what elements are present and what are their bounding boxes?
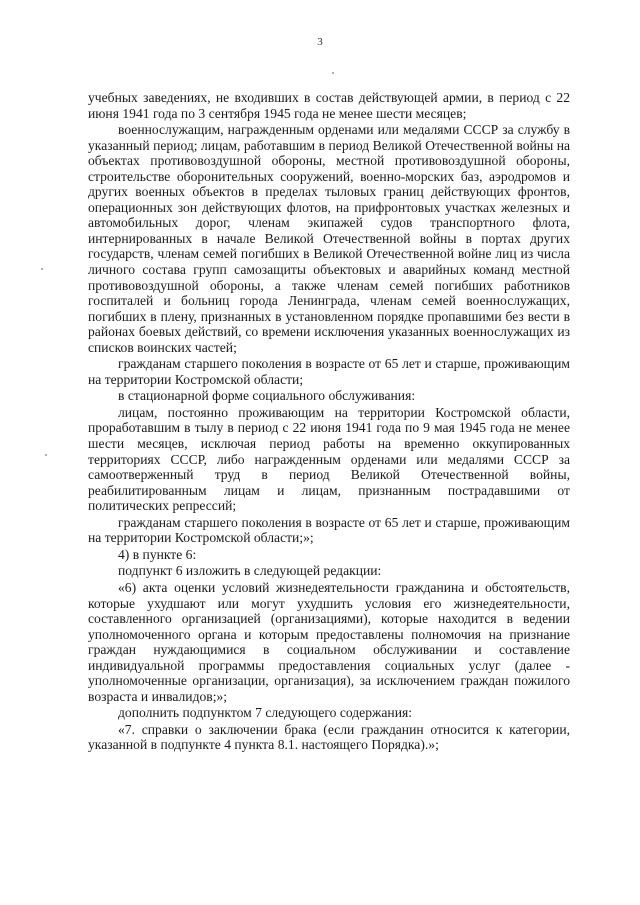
paragraph-7: 4) в пункте 6:	[118, 546, 197, 562]
paragraph-5: лицам, постоянно проживающим на территории Костромской области, проработавшим в тылу в период с 22 июня 1941 года по 9 мая 1945 года не менее шести месяцев, исключая период работы на временно оккупированных территориях СССР, либо награжденным орденами или медалями СССР за самоотверженный труд в период Великой Отечественной войны, реабилитированным лицам и лицам, признанным пострадавшими от политических репрессий;	[88, 404, 570, 514]
paragraph-6: гражданам старшего поколения в возрасте от 65 лет и старше, проживающим на территории Костромской области;»;	[88, 514, 570, 546]
page-number: 3	[317, 36, 323, 48]
paragraph-2: военнослужащим, награжденным орденами или медалями СССР за службу в указанный период; лицам, работавшим в период Великой Отечественной войны на объектах противовоздушной обороны, местной противовоздушной обороны, строительстве оборонительных сооружений, военно-морских баз, аэродромов и других военных объектов в пределах тыловых границ действующих фронтов, операционных зон действующих флотов, на прифронтовых участках железных и автомобильных дорог, членам экипажей судов транспортного флота, интернированных в начале Великой Отечественной войны в портах других государств, членам семей погибших в Великой Отечественной войне лиц из числа личного состава групп самозащиты объектовых и аварийных команд местной противовоздушной обороны, а также членам семей погибших работников госпиталей и больниц города Ленинграда, членам семей военнослужащих, погибших в плену, признанных в установленном порядке пропавшими без вести в районах боевых действий, со времени исключения указанных военнослужащих из списков воинских частей;	[88, 122, 570, 355]
paragraph-8: подпункт 6 изложить в следующей редакции:	[118, 563, 382, 579]
paragraph-3: гражданам старшего поколения в возрасте от 65 лет и старше, проживающим на территории Костромской области;	[88, 356, 570, 387]
paragraph-4: в стационарной форме социального обслуживания:	[118, 388, 416, 404]
scan-speck	[332, 72, 334, 74]
paragraph-11: «7. справки о заключении брака (если гражданин относится к категории, указанной в подпункте 4 пункта 8.1. настоящего Порядка).»;	[88, 721, 570, 753]
paragraph-1: учебных заведениях, не входивших в состав действующей армии, в период с 22 июня 1941 года по 3 сентября 1945 года не менее шести месяцев;	[88, 90, 570, 121]
paragraph-10: дополнить подпунктом 7 следующего содержания:	[118, 705, 413, 721]
document-body	[88, 90, 570, 754]
scan-speck	[45, 454, 47, 456]
paragraph-9: «6) акта оценки условий жизнедеятельности гражданина и обстоятельств, которые ухудшают или могут ухудшить условия его жизнедеятельности, составленного организацией (организациями), которые находится в ведении уполномоченного органа и которым предоставлены полномочия на признание граждан нуждающимися в социальном обслуживании и составление индивидуальной программы предоставления социальных услуг (далее - уполномоченные организации, организация), за исключением граждан пожилого возраста и инвалидов;»;	[88, 579, 570, 704]
scan-speck	[41, 268, 43, 270]
